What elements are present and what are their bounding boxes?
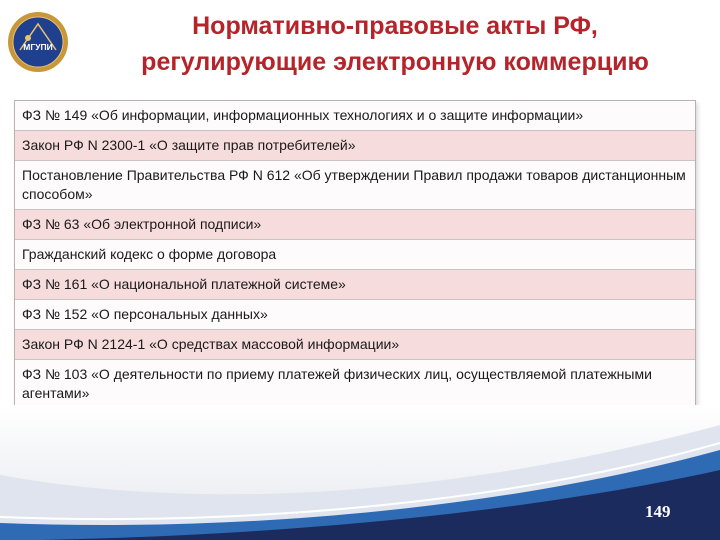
page-number: 149 (645, 502, 671, 521)
legal-acts-table (14, 100, 696, 439)
footer-swoosh (0, 405, 720, 540)
table-row: ФЗ № 103 «О деятельности по приему платежей физических лиц, осуществляемой платежными агентами» (15, 360, 695, 409)
university-logo (6, 10, 70, 74)
title-line-2: регулирующие электронную коммерцию (141, 48, 649, 76)
table-row: Гражданский кодекс о форме договора (15, 240, 695, 270)
table-row: Закон РФ N 2300-1 «О защите прав потребителей» (15, 131, 695, 161)
table-row: ФЗ № 149 «Об информации, информационных технологиях и о защите информации» (15, 101, 695, 131)
slide-title (90, 8, 700, 80)
table-row: ФЗ № 152 «О персональных данных» (15, 300, 695, 330)
table-row: ФЗ № 161 «О национальной платежной системе» (15, 270, 695, 300)
title-line-1: Нормативно-правовые акты РФ, (192, 12, 598, 40)
table-row: ФЗ № 63 «Об электронной подписи» (15, 210, 695, 240)
table-row: Постановление Правительства РФ N 612 «Об утверждении Правил продажи товаров дистанционным способом» (15, 161, 695, 210)
svg-text:МГУПИ: МГУПИ (23, 42, 53, 52)
table-row: Закон РФ N 2124-1 «О средствах массовой информации» (15, 330, 695, 360)
